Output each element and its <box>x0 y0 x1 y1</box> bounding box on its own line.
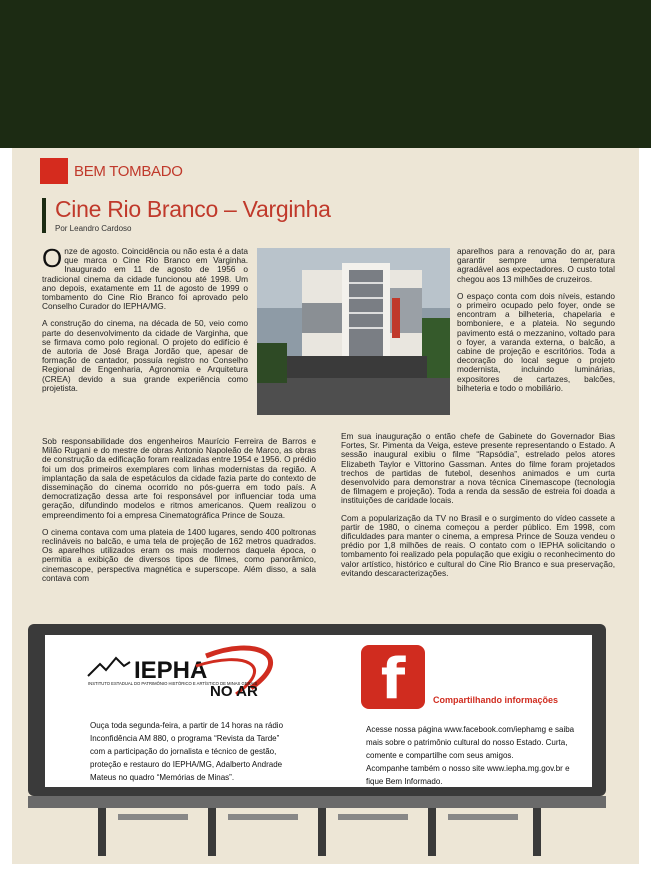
iepha-logo <box>86 636 286 700</box>
paragraph: O espaço conta com dois níveis, estando o primeiro ocupado pelo foyer, onde se encontram a bilheteria, chapelaria e bomboniere, e a plateia. No segundo pavimento está o mezzanino, voltado para o foyer, a varanda externa, o balcão, a cabine de projeção e escritórios. Toda a decoração do local segue o projeto modernista, incluindo luminárias, expositores de cartazes, balcões, bilheteria e todo o mobiliário. <box>457 290 615 393</box>
paragraph: Com a popularização da TV no Brasil e o surgimento do vídeo cassete a partir de 1980, o cinema começou a perder público. Em 1998, com dificuldades para manter o cinema, a empresa Prince de Souza vendeu o prédio por 1,8 milhões de reais. O contato com o IEPHA solicitando o tombamento foi realizado pela população que exigiu o reconhecimento do valor artístico, histórico e cultural do Cine Rio Branco e sua preservação, evitando descaracterizações. <box>341 512 615 578</box>
billboard-scaffold <box>28 796 606 864</box>
cinema-building-photo <box>257 248 450 415</box>
paragraph: O cinema contava com uma plateia de 1400 lugares, sendo 400 poltronas reclináveis no balcão, e uma tela de projeção de 162 metros quadrados. Os aparelhos utilizados eram os mais modernos daquela época, o permitia a exibição de diversos tipos de filmes, como panorâmico, cinemascope, perspectiva magnética e superscope. Além disso, a sala contava com <box>42 526 316 583</box>
facebook-text <box>366 723 576 788</box>
paragraph: Em sua inauguração o então chefe de Gabinete do Governador Bias Fortes, Sr. Pimenta da Veiga, esteve presente representando o Estado. A sessão inaugural exibiu o filme “Rapsódia”, estrelado pelos atores Elizabeth Taylor e Vittorino Gassman. Antes do filme foram projetados trechos de partidas de futebol, desenhos animados e um curta desenvolvido para demonstrar a nova técnica Cinemascope (tecnologia de filmagem e projeção). Toda a renda da sessão de estreia foi doada a instituições de caridade locais. <box>341 431 615 506</box>
article-title: Cine Rio Branco – Varginha <box>55 196 331 222</box>
paragraph: nze de agosto. Coincidência ou não esta é a data que marca o Cine Rio Branco em Varginha. Inaugurado em 11 de agosto de 1956 o tradicional cinema da cidade funcionou até 1998. Um ano depois, exatamente em 11 de agosto de 1999 o tombamento do Cine Rio Branco foi aprovado pelo Conselho Curador do IEPHA/MG. <box>42 246 248 312</box>
facebook-icon: f <box>361 645 425 709</box>
header-band <box>0 0 651 148</box>
article-column-right-lower <box>341 432 615 586</box>
facebook-caption: Compartilhando informações <box>433 695 559 705</box>
article-column-left-lower <box>42 437 316 591</box>
paragraph: Sob responsabilidade dos engenheiros Maurício Ferreira de Barros e Milão Rugani e do mestre de obras Antonio Napoleão de Marco, as obras de construção da edificação foram realizadas entre 1954 e 1956. O prédio foi um dos primeiros exemplares com linhas modernistas da região. A implantação da sala de espetáculos da cidade fazia parte do contexto de disseminação do cinema ocorrido no pós-guerra em todo país. A democratização dessa arte foi responsável por influenciar toda uma geração, difundindo modelos e ritmos americanos. Quem realizou o empreendimento foi a empresa Cinematográfica Prince de Souza. <box>42 436 316 520</box>
title-accent-bar <box>42 198 46 233</box>
section-marker <box>40 158 68 184</box>
section-label: BEM TOMBADO <box>74 163 183 180</box>
article-column-3 <box>457 247 615 401</box>
drop-cap: O <box>42 243 63 273</box>
facebook-text-2: Acompanhe também o nosso site www.iepha.mg.gov.br e fique Bem Informado. <box>366 764 570 786</box>
logo-name: IEPHA <box>134 657 208 684</box>
article-byline: Por Leandro Cardoso <box>55 224 132 233</box>
logo-tagline: NO AR <box>210 683 258 700</box>
paragraph: A construção do cinema, na década de 50, veio como parte do desenvolvimento da cidade de Varginha, que se firmava como polo regional. O projeto do edifício é de autoria de José Braga Jordão que, apesar de formação de cantador, possuía registro no Conselho Regional de Engenharia, Agronomia e Arquitetura (CREA) devido a sua grande experiência como projetista. <box>42 318 248 393</box>
article-column-1 <box>42 243 248 401</box>
facebook-text-1: Acesse nossa página www.facebook.com/iephamg e saiba mais sobre o patrimônio cultural do nosso Estado. Curta, comente e compartilhe com seus amigos. <box>366 725 575 760</box>
radio-program-text: Ouça toda segunda-feira, a partir de 14 horas na rádio Inconfidência AM 880, o programa “Revista da Tarde” com a participação do jornalista e técnico de gestão, proteção e restauro do IEPHA/MG, Adalberto Andrade Mateus no quadro “Memórias de Minas”. <box>90 721 284 782</box>
logo-subtitle: INSTITUTO ESTADUAL DO PATRIMÔNIO HISTÓRICO E ARTÍSTICO DE MINAS GERAIS <box>88 681 258 686</box>
paragraph: aparelhos para a renovação do ar, para garantir sempre uma temperatura agradável aos expectadores. O custo total chegou aos 13 milhões de cruzeiros. <box>457 246 615 284</box>
